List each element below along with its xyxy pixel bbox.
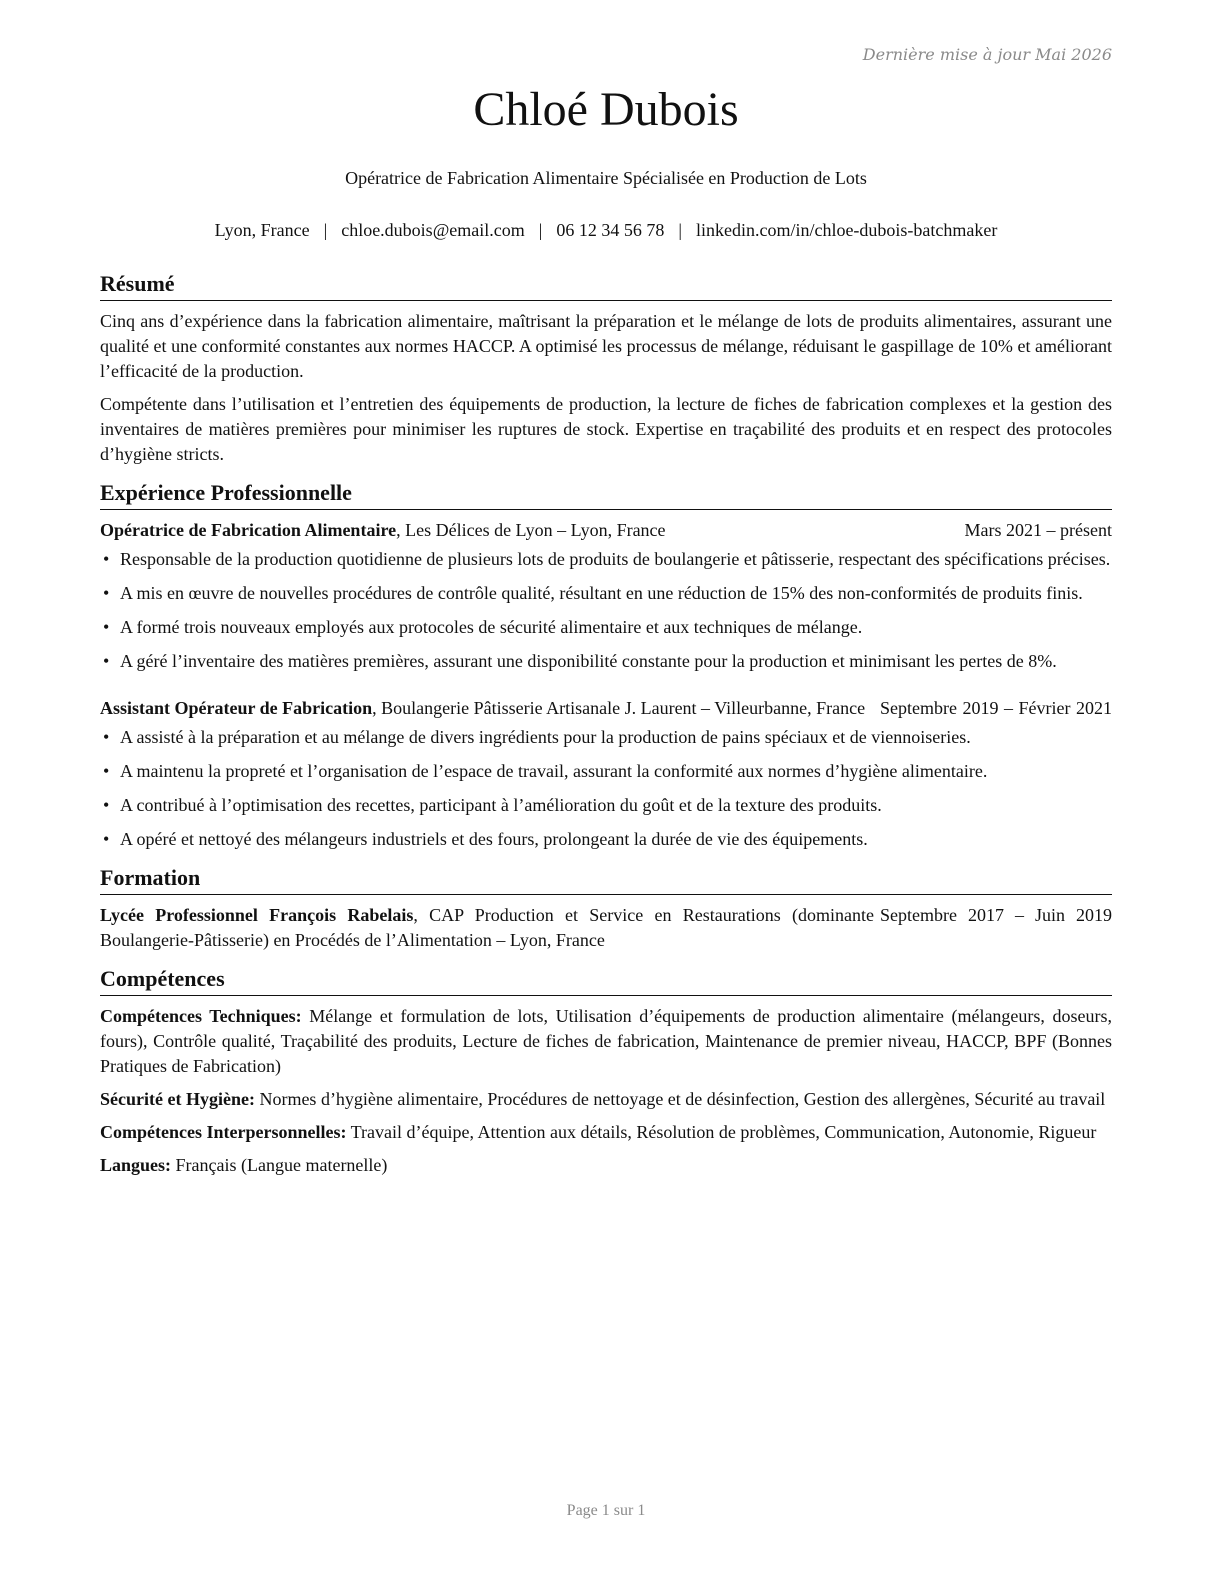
summary-paragraph: Cinq ans d’expérience dans la fabrication alimentaire, maîtrisant la préparation et le mélange de lots de produits alimentaires, assurant une qualité et une conformité constantes aux normes HACCP. A optimisé les processus de mélange, réduisant le gaspillage de 10% et améliorant l’efficacité de la production. bbox=[100, 311, 1112, 381]
page-number: Page 1 sur 1 bbox=[566, 1502, 646, 1519]
section-heading-experience: Expérience Professionnelle bbox=[100, 479, 1112, 510]
skill-line bbox=[100, 1004, 1112, 1079]
contact-location: Lyon, France bbox=[214, 220, 310, 240]
school-name: Lycée Professionnel François Rabelais bbox=[100, 905, 414, 925]
job-bullets bbox=[100, 725, 1112, 852]
summary-paragraph: Compétente dans l’utilisation et l’entretien des équipements de production, la lecture de fiches de fabrication complexes et la gestion des inventaires de matières premières pour minimiser les ruptures de stock. Expertise en traçabilité des produits et en respect des protocoles d’hygiène stricts. bbox=[100, 394, 1112, 464]
list-item: • Responsable de la production quotidienne de plusieurs lots de produits de boulangerie et pâtisserie, respectant des spécifications précises. bbox=[100, 547, 1112, 572]
contact-email[interactable]: chloe.dubois@email.com bbox=[341, 220, 525, 240]
job-employer: , Les Délices de Lyon – Lyon, France bbox=[396, 520, 666, 540]
skills-section bbox=[100, 965, 1112, 1178]
list-item: • A assisté à la préparation et au mélange de divers ingrédients pour la production de pains spéciaux et de viennoiseries. bbox=[100, 725, 1112, 750]
job-employer: , Boulangerie Pâtisserie Artisanale J. Laurent – Villeurbanne, France bbox=[372, 698, 866, 718]
job-bullets bbox=[100, 547, 1112, 674]
separator: | bbox=[678, 220, 682, 240]
skill-line bbox=[100, 1120, 1112, 1145]
skill-line bbox=[100, 1153, 1112, 1178]
separator: | bbox=[538, 220, 543, 240]
skill-label: Compétences Techniques: bbox=[100, 1006, 302, 1026]
list-item: • A contribué à l’optimisation des recettes, participant à l’amélioration du goût et de la texture des produits. bbox=[100, 793, 1112, 818]
skill-label: Langues: bbox=[100, 1155, 172, 1175]
experience-section bbox=[100, 479, 1112, 852]
separator: | bbox=[323, 220, 328, 240]
section-heading-summary: Résumé bbox=[100, 270, 1112, 301]
resume-page bbox=[100, 0, 1112, 1584]
job-title: Assistant Opérateur de Fabrication bbox=[100, 698, 373, 718]
contact-linkedin[interactable]: linkedin.com/in/chloe-dubois-batchmaker bbox=[695, 220, 998, 240]
skill-text: Mélange et formulation de lots, Utilisation d’équipements de production alimentaire (mélangeurs, doseurs, fours), Contrôle qualité, Traçabilité des produits, Lecture de fiches de fabrication, Maintenance de premier niveau, HACCP, BPF (Bonnes Pratiques de Fabrication) bbox=[100, 1006, 1113, 1076]
education-section bbox=[100, 864, 1112, 953]
skill-label: Sécurité et Hygiène: bbox=[100, 1089, 255, 1109]
section-heading-education: Formation bbox=[100, 864, 1112, 895]
list-item: • A géré l’inventaire des matières premières, assurant une disponibilité constante pour la production et minimisant les pertes de 8%. bbox=[100, 649, 1112, 674]
job-title: Opératrice de Fabrication Alimentaire bbox=[100, 520, 397, 540]
list-item: • A opéré et nettoyé des mélangeurs industriels et des fours, prolongeant la durée de vie des équipements. bbox=[100, 827, 1112, 852]
skill-text: Travail d’équipe, Attention aux détails, Résolution de problèmes, Communication, Autonomie, Rigueur bbox=[346, 1122, 1097, 1142]
degree: , CAP Production et Service en Restaurations (dominante Boulangerie-Pâtisserie) en Procédés de l’Alimentation – Lyon, France bbox=[100, 905, 874, 950]
last-updated: Dernière mise à jour Mai 2026 bbox=[862, 45, 1112, 64]
summary-section bbox=[100, 270, 1112, 467]
list-item: • A formé trois nouveaux employés aux protocoles de sécurité alimentaire et aux techniques de mélange. bbox=[100, 615, 1112, 640]
job-dates: Septembre 2019 – Février 2021 bbox=[880, 698, 1112, 718]
resume-content bbox=[100, 270, 1112, 1178]
job-header bbox=[100, 696, 1112, 721]
education-dates: Septembre 2017 – Juin 2019 bbox=[880, 905, 1112, 925]
skill-text: Français (Langue maternelle) bbox=[171, 1155, 388, 1175]
contact-line bbox=[100, 220, 1112, 241]
education-entry bbox=[100, 903, 1112, 953]
contact-phone: 06 12 34 56 78 bbox=[556, 220, 665, 240]
list-item: • A maintenu la propreté et l’organisation de l’espace de travail, assurant la conformité aux normes d’hygiène alimentaire. bbox=[100, 759, 1112, 784]
list-item: • A mis en œuvre de nouvelles procédures de contrôle qualité, résultant en une réduction de 15% des non-conformités de produits finis. bbox=[100, 581, 1112, 606]
section-heading-skills: Compétences bbox=[100, 965, 1112, 996]
job-dates: Mars 2021 – présent bbox=[964, 520, 1112, 540]
skill-line bbox=[100, 1087, 1112, 1112]
job-title: Opératrice de Fabrication Alimentaire Spécialisée en Production de Lots bbox=[345, 168, 867, 188]
candidate-name: Chloé Dubois bbox=[473, 83, 739, 136]
skill-text: Normes d’hygiène alimentaire, Procédures de nettoyage et de désinfection, Gestion des allergènes, Sécurité au travail bbox=[254, 1089, 1106, 1109]
job-header bbox=[100, 518, 1112, 543]
skill-label: Compétences Interpersonnelles: bbox=[100, 1122, 347, 1142]
